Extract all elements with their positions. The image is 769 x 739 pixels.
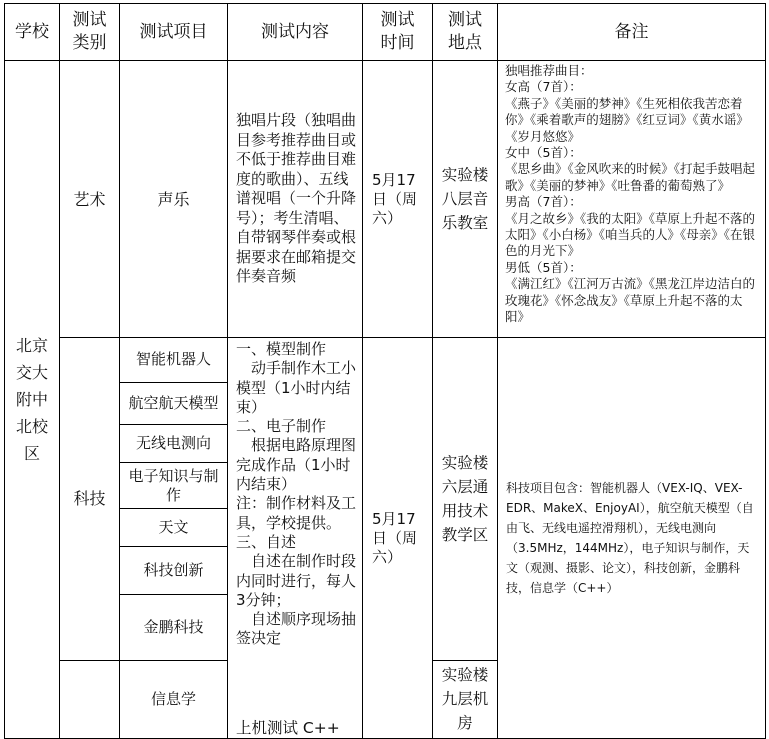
content-line: 根据电路原理图完成作品（1小时内结束） bbox=[236, 436, 357, 494]
content-line: 三、自述 bbox=[236, 532, 297, 551]
info-category-empty bbox=[60, 660, 120, 738]
header-content: 测试内容 bbox=[228, 4, 363, 61]
content-line: 注：制作材料及工具，学校提供。 bbox=[236, 494, 357, 532]
tech-item: 科技创新 bbox=[120, 546, 228, 594]
note-line: 独唱推荐曲目： bbox=[505, 63, 593, 78]
content-line: 自述顺序现场抽签决定 bbox=[236, 610, 357, 648]
info-item: 信息学 bbox=[120, 660, 228, 738]
content-line: 二、电子制作 bbox=[236, 417, 327, 436]
note-line: 《燕子》《美丽的梦神》《生死相依我苦恋着你》《乘着歌声的翅膀》《红豆词》《黄水谣》《岁月悠悠》 bbox=[505, 95, 749, 144]
art-time: 5月17日（周六） bbox=[363, 61, 433, 338]
content-line: 一、模型制作 bbox=[236, 340, 327, 358]
note-line: 男低（5首）： bbox=[505, 259, 582, 275]
art-notes bbox=[498, 61, 766, 338]
tech-item: 电子知识与制作 bbox=[120, 463, 228, 509]
content-line: 动手制作木工小模型（1小时内结束） bbox=[236, 359, 357, 416]
tech-item: 无线电测向 bbox=[120, 424, 228, 463]
note-line: 男高（7首）： bbox=[505, 194, 582, 210]
note-line: 《思乡曲》《金风吹来的时候》《打起手鼓唱起歌》《美丽的梦神》《吐鲁番的葡萄熟了》 bbox=[505, 161, 756, 193]
tech-item: 智能机器人 bbox=[120, 338, 228, 383]
note-line: 女中（5首）： bbox=[505, 145, 582, 161]
table-row-art bbox=[5, 61, 766, 338]
header-location: 测试地点 bbox=[433, 4, 498, 61]
tech-location: 实验楼六层通用技术教学区 bbox=[433, 338, 498, 661]
note-line: 女高（7首）： bbox=[505, 79, 582, 95]
tech-content bbox=[228, 338, 363, 739]
exam-schedule-table bbox=[4, 3, 766, 739]
note-line: 《满江红》《江河万古流》《黑龙江岸边洁白的玫瑰花》《怀念战友》《草原上升起不落的太阳》 bbox=[505, 276, 756, 325]
tech-item: 天文 bbox=[120, 509, 228, 546]
art-content: 独唱片段（独唱曲目参考推荐曲目或不低于推荐曲目难度的歌曲）、五线谱视唱（一个升降号）；考生清唱、自带钢琴伴奏或根据要求在邮箱提交伴奏音频 bbox=[228, 61, 363, 338]
table-row-tech bbox=[5, 338, 766, 383]
tech-item: 金鹏科技 bbox=[120, 594, 228, 660]
art-category: 艺术 bbox=[60, 61, 120, 338]
header-category: 测试类别 bbox=[60, 4, 120, 61]
tech-notes: 科技项目包含：智能机器人（VEX-IQ、VEX-EDR、MakeX、EnjoyAI），航空航天模型（自由飞、无线电遥控滑翔机），无线电测向（3.5MHz，144MHz），电子知识与制作，天文（观测、摄影、论文），科技创新，金鹏科技，信息学（C++） bbox=[498, 338, 766, 739]
tech-time: 5月17日（周六） bbox=[363, 338, 433, 739]
header-item: 测试项目 bbox=[120, 4, 228, 61]
note-line: 《月之故乡》《我的太阳》《草原上升起不落的太阳》《小白杨》《咱当兵的人》《母亲》《在银色的月光下》 bbox=[505, 210, 756, 259]
content-line: 上机测试 C++ bbox=[236, 718, 340, 737]
tech-category: 科技 bbox=[60, 338, 120, 661]
header-notes: 备注 bbox=[498, 4, 766, 61]
content-line: 自述在制作时段内同时进行，每人3分钟； bbox=[236, 552, 357, 609]
art-item: 声乐 bbox=[120, 61, 228, 338]
art-location: 实验楼八层音乐教室 bbox=[433, 61, 498, 338]
info-location: 实验楼九层机房 bbox=[433, 660, 498, 738]
header-school: 学校 bbox=[5, 4, 60, 61]
school-cell: 北京交大附中北校区 bbox=[5, 61, 60, 739]
tech-item: 航空航天模型 bbox=[120, 382, 228, 424]
header-row bbox=[5, 4, 766, 61]
header-time: 测试时间 bbox=[363, 4, 433, 61]
